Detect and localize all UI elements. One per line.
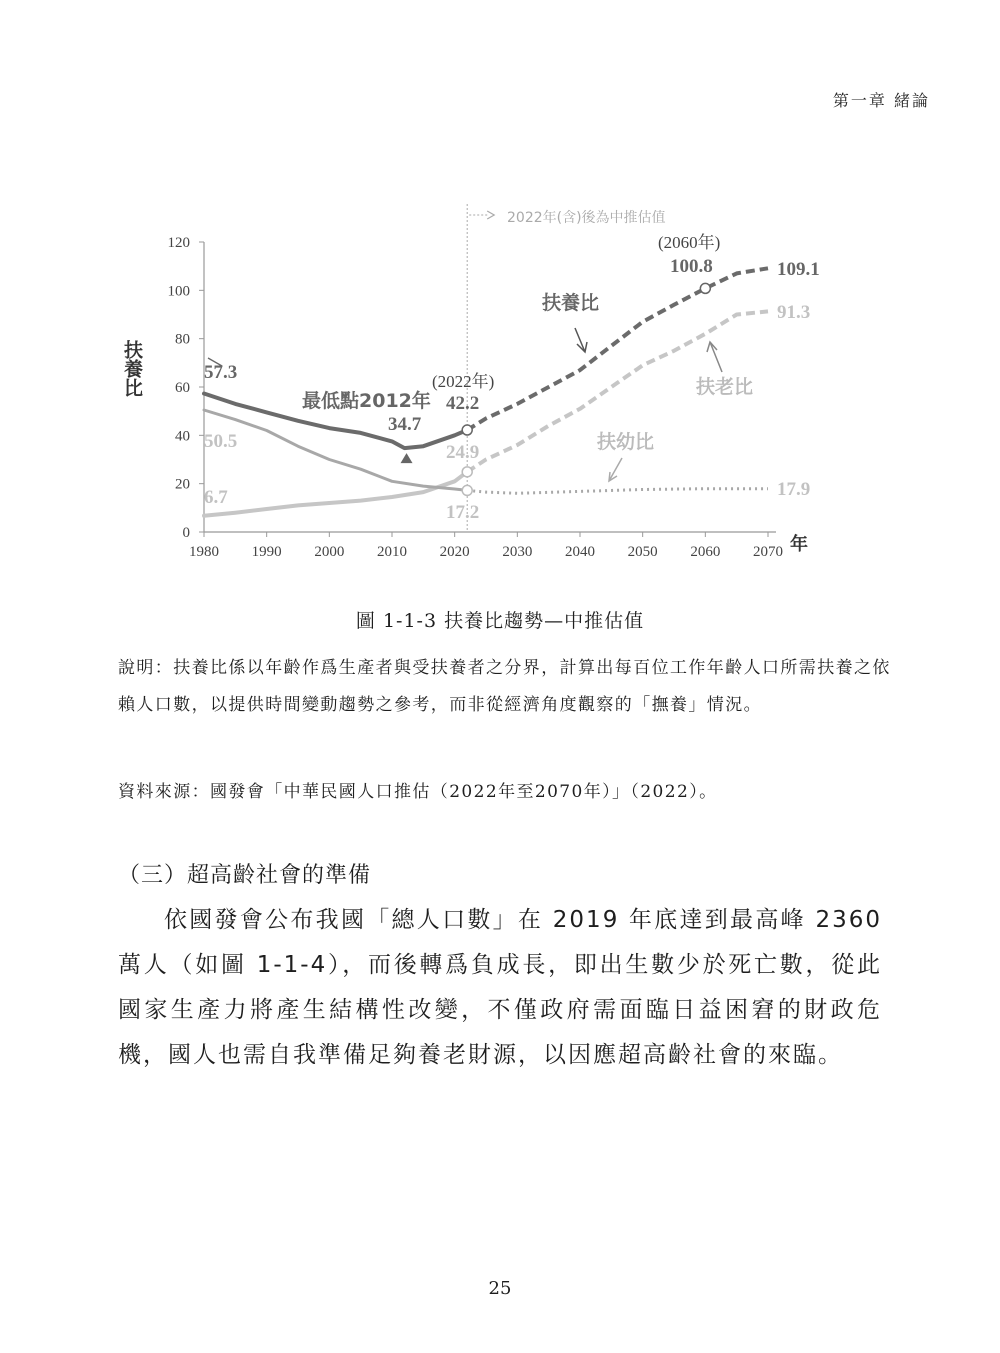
figure-note: 說明：扶養比係以年齡作爲生產者與受扶養者之分界，計算出每百位工作年齡人口所需扶養之依賴人口數，以提供時間變動趨勢之參考，而非從經濟角度觀察的「撫養」情況。 bbox=[118, 658, 891, 715]
label-2022-old: 24.9 bbox=[446, 442, 480, 463]
arrow-old bbox=[707, 342, 722, 372]
label-start-old: 6.7 bbox=[204, 487, 228, 508]
label-series-old: 扶老比 bbox=[696, 376, 754, 398]
x-tick-label: 1980 bbox=[189, 544, 219, 560]
label-min-title: 最低點2012年 bbox=[302, 390, 431, 412]
series-line-historical bbox=[204, 410, 467, 490]
page-number: 25 bbox=[488, 1278, 512, 1299]
projection-arrow-head bbox=[487, 211, 494, 219]
label-series-total: 扶養比 bbox=[542, 292, 600, 314]
minimum-marker bbox=[401, 453, 413, 463]
dependency-ratio-chart bbox=[110, 200, 850, 580]
y-tick-label: 80 bbox=[175, 331, 190, 348]
x-tick-label: 2010 bbox=[377, 544, 407, 560]
section-paragraph: 依國發會公布我國「總人口數」在 2019 年底達到最高峰 2360 萬人（如圖 1-1-4），而後轉爲負成長，即出生數少於死亡數，從此國家生產力將產生結構性改變，不僅政府需面臨日益困窘的財政危機，國人也需自我準備足夠養老財源，以因應超高齡社會的來臨。 bbox=[118, 907, 882, 1068]
label-min-value: 34.7 bbox=[388, 414, 422, 435]
arrow-youth bbox=[609, 458, 622, 481]
y-tick-label: 20 bbox=[175, 476, 190, 493]
chapter-header: 第一章 緒論 bbox=[832, 91, 930, 110]
label-2022-youth: 17.2 bbox=[446, 502, 480, 523]
y-tick-label: 100 bbox=[167, 283, 190, 300]
marker-2022 bbox=[462, 467, 472, 477]
label-end-old: 91.3 bbox=[777, 302, 811, 323]
marker-2060 bbox=[700, 283, 710, 293]
x-axis-label: 年 bbox=[790, 534, 808, 555]
series-line-projected bbox=[467, 489, 768, 494]
x-tick-label: 2020 bbox=[439, 544, 470, 560]
series-line-projected bbox=[467, 268, 768, 430]
figure-caption: 圖 1-1-3 扶養比趨勢—中推估值 bbox=[355, 610, 645, 632]
label-2022-total: 42.2 bbox=[446, 393, 480, 414]
series-line-historical bbox=[204, 472, 467, 516]
y-tick-label: 60 bbox=[175, 380, 190, 396]
marker-2022 bbox=[462, 425, 472, 435]
section-title: （三）超高齡社會的準備 bbox=[118, 863, 372, 888]
x-tick-label: 2070 bbox=[753, 544, 783, 560]
marker-2022 bbox=[462, 485, 472, 495]
x-tick-label: 2060 bbox=[690, 544, 721, 560]
label-start-total: 57.3 bbox=[204, 362, 238, 383]
x-tick-label: 2040 bbox=[565, 544, 595, 560]
label-2022-year: (2022年) bbox=[432, 372, 495, 391]
label-start-youth: 50.5 bbox=[204, 431, 238, 452]
label-series-youth: 扶幼比 bbox=[597, 431, 655, 453]
y-tick-label: 0 bbox=[182, 525, 190, 541]
figure-source: 資料來源：國發會「中華民國人口推估（2022年至2070年）」（2022）。 bbox=[118, 782, 718, 802]
projection-label: 2022年(含)後為中推估值 bbox=[507, 210, 666, 226]
label-end-total: 109.1 bbox=[777, 259, 820, 280]
y-tick-label: 40 bbox=[175, 428, 190, 445]
x-tick-label: 2050 bbox=[627, 544, 658, 560]
label-end-youth: 17.9 bbox=[777, 479, 811, 500]
x-tick-label: 2000 bbox=[314, 544, 345, 560]
y-tick-label: 120 bbox=[167, 235, 190, 251]
label-2060-total: 100.8 bbox=[670, 256, 713, 277]
label-2060-year: (2060年) bbox=[658, 233, 721, 252]
x-tick-label: 2030 bbox=[502, 544, 533, 560]
y-axis-label: 扶養比 bbox=[121, 340, 143, 397]
arrow-total bbox=[575, 328, 587, 352]
x-tick-label: 1990 bbox=[251, 544, 282, 560]
